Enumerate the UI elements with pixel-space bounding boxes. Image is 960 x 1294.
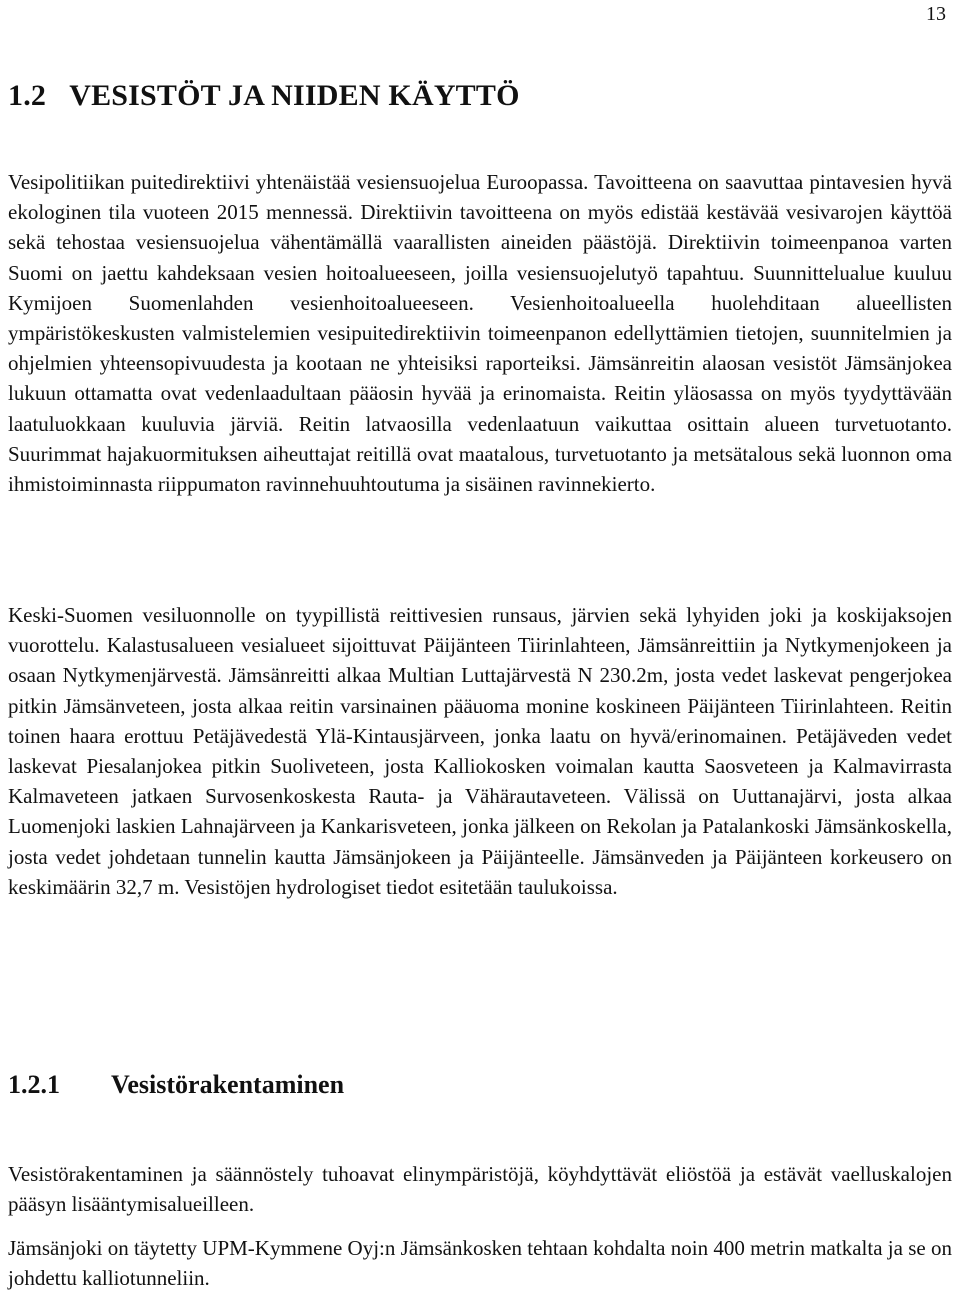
page-number: 13 — [926, 3, 946, 25]
section-title: VESISTÖT JA NIIDEN KÄYTTÖ — [69, 79, 520, 112]
section-number: 1.2 — [8, 79, 47, 112]
section-heading — [8, 76, 938, 116]
subsection-number: 1.2.1 — [8, 1070, 60, 1099]
subsection-heading — [8, 1068, 938, 1102]
paragraph-water-framework-directive: Vesipolitiikan puitedirektiivi yhtenäistää vesiensuojelua Euroopassa. Tavoitteena on saavuttaa pintavesien hyvä ekologinen tila vuoteen 2015 mennessä. Direktiivin tavoitteena on myös edistää kestävää vesivarojen käyttöä sekä tehostaa vesiensuojelua vähentämällä vaarallisten aineiden päästöjä. Direktiivin toimeenpanoa varten Suomi on jaettu kahdeksaan vesien hoitoalueeseen, joilla vesiensuojelutyö tapahtuu. Suunnittelualue kuuluu Kymijoen Suomenlahden vesienhoitoalueeseen. Vesienhoitoalueella huolehditaan alueellisten ympäristökeskusten valmistelemien vesipuitedirektiivin toimeenpanon edellyttämien tietojen, suunnitelmien ja ohjelmien yhteensopivuudesta ja kootaan ne yhteisiksi raporteiksi. Jämsänreitin alaosan vesistöt Jämsänjokea lukuun ottamatta ovat vedenlaadultaan pääosin hyvää ja erinomaista. Reitin yläosassa on myös tyydyttävään laatuluokkaan kuuluvia järviä. Reitin latvaosilla vedenlaatuun vaikuttaa osittain alueen turvetuotanto. Suurimmat hajakuormituksen aiheuttajat reitillä ovat maatalous, turvetuotanto ja metsätalous sekä luonnon oma ihmistoiminnasta riippumaton ravinnehuuhtoutuma ja sisäinen ravinnekierto. — [8, 170, 952, 497]
subsection-title: Vesistörakentaminen — [111, 1070, 345, 1099]
paragraph-jamsanjoki-tunnel: Jämsänjoki on täytetty UPM-Kymmene Oyj:n Jämsänkosken tehtaan kohdalta noin 400 metrin matkalta ja se on johdettu kalliotunneliin. — [8, 1236, 952, 1290]
paragraph-keski-suomi-waters: Keski-Suomen vesiluonnolle on tyypillistä reittivesien runsaus, järvien sekä lyhyiden joki ja koskijaksojen vuorottelu. Kalastusalueen vesialueet sijoittuvat Päijänteen Tiirinlahteen, Jämsänreittiin ja Nytkymenjokeen ja osaan Nytkymenjärvestä. Jämsänreitti alkaa Multian Luttajärvestä N 230.2m, josta vedet laskevat pengerjokea pitkin Jämsänveteen, josta alkaa reitin varsinainen pääuoma monine koskineen Päijänteen Tiirinlahteen. Reitin toinen haara erottuu Petäjävedestä Ylä-Kintausjärveen, jonka laatu on hyvä/erinomainen. Petäjäveden vedet laskevat Piesalanjokea pitkin Suoliveteen, josta Kalliokosken voimalan kautta Saosveteen ja Kalmavirrasta Kalmaveteen jatkaen Survosenkoskesta Rauta- ja Vähärautaveteen. Välissä on Uuttanajärvi, josta alkaa Luomenjoki laskien Lahnajärveen ja Kankarisveteen, jonka jälkeen on Rekolan ja Patalankoski Jämsänkoskella, josta vedet johdetaan tunnelin kautta Jämsänjokeen ja Päijänteelle. Jämsänveden ja Päijänteen korkeusero on keskimäärin 32,7 m. Vesistöjen hydrologiset tiedot esitetään taulukoissa. — [8, 603, 952, 899]
paragraph-water-construction: Vesistörakentaminen ja säännöstely tuhoavat elinympäristöjä, köyhdyttävät eliöstöä ja estävät vaelluskalojen pääsyn lisääntymisalueilleen. — [8, 1162, 952, 1216]
